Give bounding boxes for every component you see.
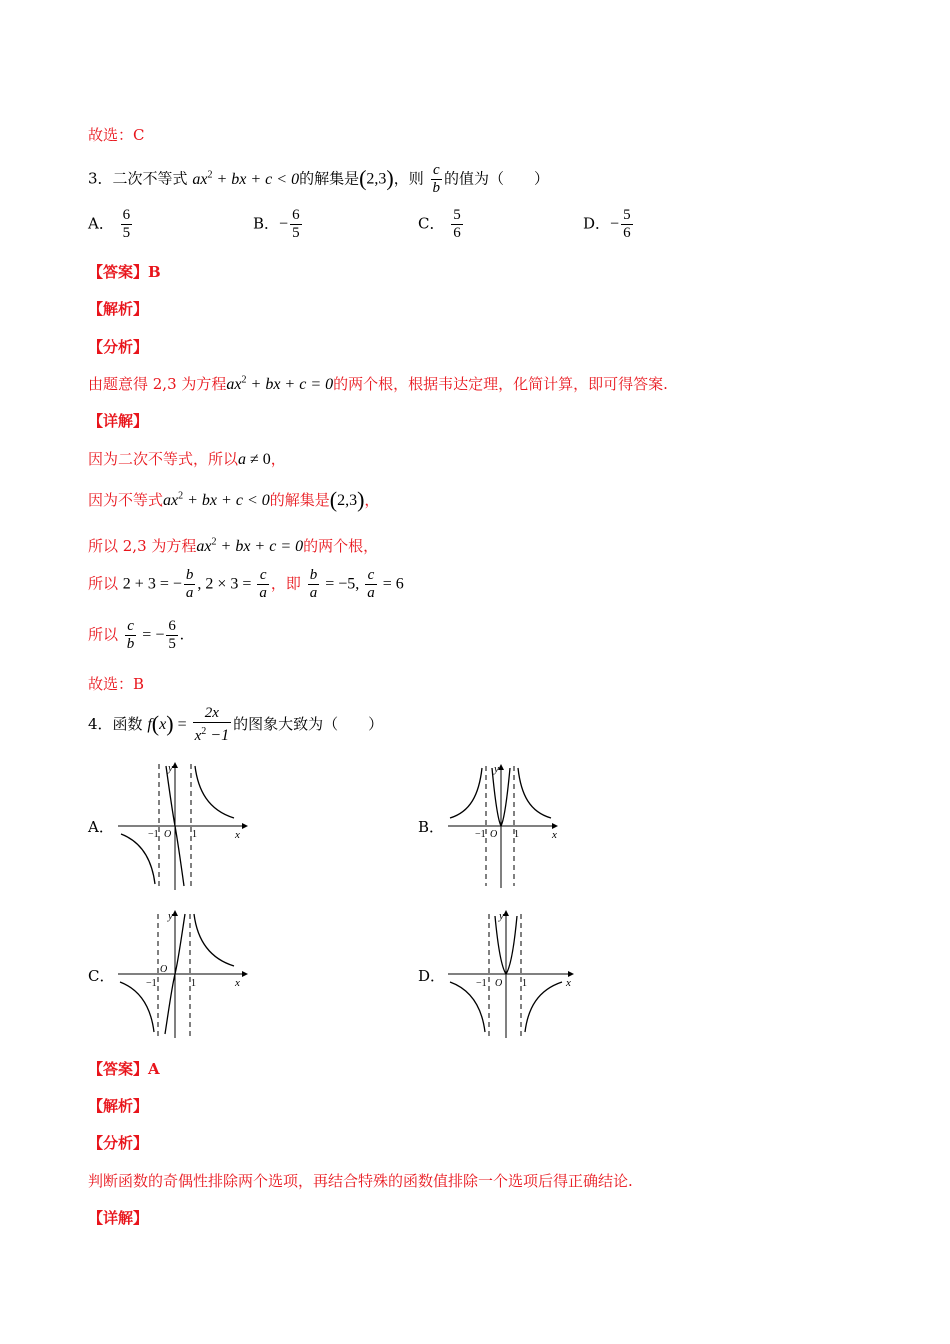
graph-b-svg (448, 760, 578, 892)
q4-fenxi-text: 判断函数的奇偶性排除两个选项，再结合特殊的函数值排除一个选项后得正确结论. (88, 1172, 633, 1190)
q4-graph-b (448, 760, 578, 892)
graph-c-svg (118, 908, 248, 1040)
option-label: A． (88, 214, 114, 233)
q3-stem: 3．二次不等式 $ax^2$ + bx + c < 0的解集是(2,3)，则 $\frac{c}{b}$ 的值为（ ） (88, 162, 550, 196)
svg-text:O: O (164, 829, 172, 840)
q3-stem-end: 的值为（ ） (444, 169, 550, 188)
q3-detail-line-4: 所以 2 + 3 = − $\frac{b}{a}$ , 2 × 3 = $\frac{c}{a}$ ，即 $\frac{b}{a}$ = −5, $\frac{c}{a}$ = 6 (88, 567, 404, 601)
svg-text:−1: −1 (476, 978, 487, 989)
q3-analysis-tag: 【解析】 (88, 300, 149, 318)
q4-option-c[interactable]: C． (88, 967, 115, 985)
q3-answer: 【答案】B (88, 263, 161, 281)
q3-detail-tag: 【详解】 (88, 412, 149, 430)
option-fraction: $\frac{6}{5}$ (292, 207, 300, 241)
q4-option-a[interactable]: A． (88, 818, 114, 836)
q4-answer: 【答案】A (88, 1060, 160, 1078)
svg-text:−1: −1 (146, 978, 157, 989)
q4-stem: 4．函数 f(x) = $\frac{2x}{x^2 -1}$ 的图象大致为（ ） (88, 705, 384, 744)
q3-stem-before: 二次不等式 (112, 169, 188, 188)
q4-analysis-tag: 【解析】 (88, 1097, 149, 1115)
q3-option-c[interactable] (418, 207, 465, 242)
q3-fenxi-text: 由题意得 2,3 为方程$ax^2$ + bx + c = 0的两个根，根据韦达定理，化简计算，即可得答案. (88, 374, 668, 393)
svg-text:x: x (235, 977, 240, 989)
q3-conclusion: 故选：B (88, 675, 145, 693)
svg-text:1: 1 (514, 829, 519, 840)
q4-function-fraction: $\frac{2x}{x^2 -1}$ (194, 705, 230, 744)
option-sign: − (610, 215, 620, 233)
option-label: B． (253, 214, 280, 233)
q3-inequality: $ax^2$ + bx + c < 0 (192, 169, 300, 188)
option-fraction: $\frac{6}{5}$ (122, 207, 131, 241)
svg-text:y: y (168, 762, 173, 774)
graph-a-svg (118, 760, 248, 892)
q4-graph-a (118, 760, 248, 892)
option-fraction: $\frac{5}{6}$ (453, 207, 461, 241)
svg-text:O: O (495, 978, 503, 989)
svg-text:O: O (160, 964, 168, 975)
q4-option-b[interactable]: B． (418, 818, 445, 836)
q4-fenxi-tag: 【分析】 (88, 1134, 149, 1152)
svg-text:y: y (168, 910, 173, 922)
q3-detail-line-2: 因为不等式$ax^2$ + bx + c < 0的解集是(2,3)， (88, 487, 380, 512)
svg-text:1: 1 (192, 829, 197, 840)
q2-conclusion: 故选：C (88, 126, 145, 144)
svg-text:x: x (566, 977, 571, 989)
svg-text:1: 1 (191, 978, 196, 989)
svg-text:x: x (552, 829, 557, 841)
svg-text:O: O (490, 829, 498, 840)
q3-detail-line-3: 所以 2,3 为方程$ax^2$ + bx + c = 0的两个根， (88, 536, 379, 555)
option-label: D． (583, 214, 611, 233)
q3-option-b[interactable] (253, 207, 304, 242)
svg-text:−1: −1 (475, 829, 486, 840)
svg-text:y: y (494, 763, 499, 775)
svg-text:−1: −1 (148, 829, 159, 840)
q3-fenxi-tag: 【分析】 (88, 338, 149, 356)
q4-graph-d (448, 908, 578, 1040)
q3-option-d[interactable] (583, 207, 635, 242)
q3-fraction-c-over-b: $\frac{c}{b}$ (432, 162, 441, 196)
q4-detail-tag: 【详解】 (88, 1209, 149, 1227)
option-fraction: $\frac{5}{6}$ (623, 207, 631, 241)
q3-detail-line-1: 因为二次不等式，所以a ≠ 0， (88, 450, 286, 468)
q3-stem-middle: 的解集是 (299, 169, 360, 188)
svg-text:1: 1 (522, 978, 527, 989)
graph-d-svg (448, 908, 578, 1040)
q3-interval: 2,3 (366, 170, 387, 188)
q3-number: 3． (88, 169, 113, 188)
q4-graph-c (118, 908, 248, 1040)
svg-text:x: x (235, 829, 240, 841)
q3-detail-line-5: 所以 $\frac{c}{b}$ = − $\frac{6}{5}$ . (88, 618, 184, 652)
option-label: C． (418, 214, 445, 233)
q3-stem-after: ，则 (393, 169, 424, 188)
q3-option-a[interactable] (88, 207, 134, 242)
q4-option-d[interactable]: D． (418, 967, 446, 985)
svg-text:y: y (499, 910, 504, 922)
option-sign: − (279, 215, 289, 233)
